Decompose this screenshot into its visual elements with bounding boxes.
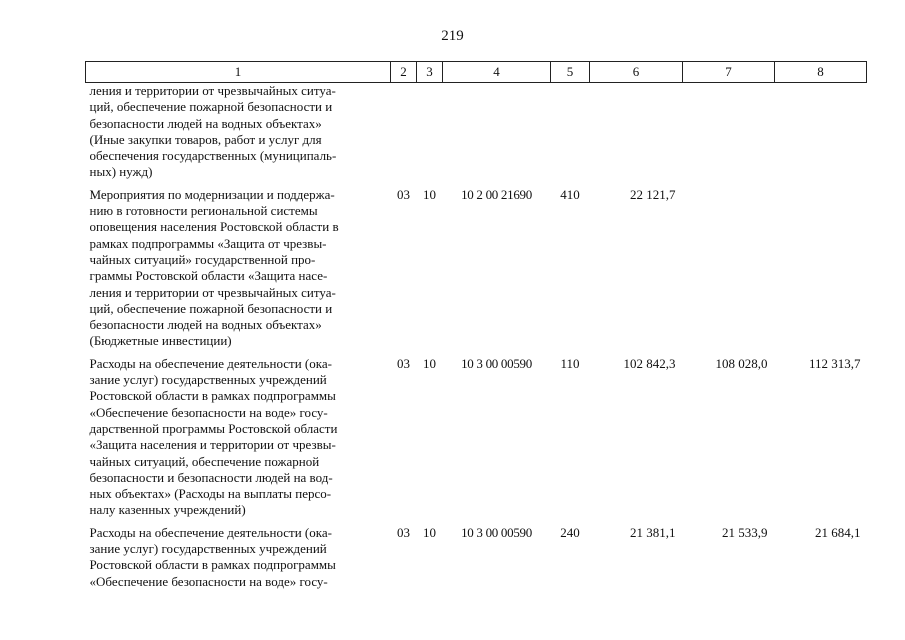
- cell-pr: [417, 83, 443, 187]
- row-description: [86, 83, 391, 187]
- cell-vr: 240: [560, 524, 580, 540]
- cell-amount-year3: 112 313,7: [808, 355, 861, 371]
- table-row: [86, 187, 867, 356]
- description-line: зание услуг) государственных учреждений: [89, 372, 327, 388]
- cell-amount-year2: 108 028,0: [715, 355, 768, 371]
- cell-csr: 10 2 00 21690: [461, 186, 532, 202]
- description-line: нию в готовности региональной системы: [89, 203, 318, 219]
- cell-amount-year3: [775, 187, 867, 356]
- cell-amount-year1: 22 121,7: [630, 186, 676, 202]
- budget-table: [85, 61, 867, 596]
- description-line: «Обеспечение безопасности на воде» госу-: [89, 404, 328, 420]
- description-line: «Защита населения и территории от чрезвы-: [89, 437, 336, 453]
- cell-rz: 03: [397, 355, 410, 371]
- cell-vr: [551, 83, 590, 187]
- header-col-8: 8: [775, 62, 867, 83]
- row-description: [86, 187, 391, 356]
- cell-amount-year3: [775, 83, 867, 187]
- header-col-4: 4: [443, 62, 551, 83]
- cell-vr: 410: [560, 186, 580, 202]
- header-col-1: 1: [86, 62, 391, 83]
- description-line: (Бюджетные инвестиции): [89, 333, 232, 349]
- description-line: рамках подпрограммы «Защита от чрезвы-: [89, 235, 327, 251]
- cell-amount-year2: [683, 187, 775, 356]
- cell-amount-year2: [683, 83, 775, 187]
- description-line: зание услуг) государственных учреждений: [89, 541, 327, 557]
- cell-pr: 10: [423, 186, 436, 202]
- description-line: налу казенных учреждений): [89, 502, 246, 518]
- description-line: «Обеспечение безопасности на воде» госу-: [89, 573, 328, 589]
- table-row: [86, 83, 867, 187]
- description-line: ления и территории от чрезвычайных ситуа-: [89, 83, 336, 98]
- description-line: безопасности людей на водных объектах»: [89, 115, 322, 131]
- description-line: ций, обеспечение пожарной безопасности и: [89, 99, 333, 115]
- description-line: граммы Ростовской области «Защита насе-: [89, 268, 328, 284]
- cell-csr: [443, 83, 551, 187]
- cell-rz: [391, 83, 417, 187]
- table-row: [86, 356, 867, 525]
- description-line: (Иные закупки товаров, работ и услуг для: [89, 131, 322, 147]
- cell-pr: 10: [423, 524, 436, 540]
- description-line: безопасности людей на водных объектах»: [89, 317, 322, 333]
- table-header-row: [86, 62, 867, 83]
- header-col-2: 2: [391, 62, 417, 83]
- description-line: чайных ситуаций» государственной про-: [89, 251, 316, 267]
- description-line: ных) нужд): [89, 164, 153, 180]
- cell-amount-year2: 21 533,9: [722, 524, 768, 540]
- cell-csr: 10 3 00 00590: [461, 524, 532, 540]
- row-description: [86, 356, 391, 525]
- description-line: безопасности и безопасности людей на вод-: [89, 469, 333, 485]
- description-line: ций, обеспечение пожарной безопасности и: [89, 300, 333, 316]
- header-col-5: 5: [551, 62, 590, 83]
- description-line: ных объектах» (Расходы на выплаты персо-: [89, 486, 332, 502]
- table-row: [86, 525, 867, 596]
- description-line: Расходы на обеспечение деятельности (ока-: [89, 355, 332, 371]
- cell-pr: 10: [423, 355, 436, 371]
- cell-rz: 03: [397, 524, 410, 540]
- description-line: Мероприятия по модернизации и поддержа-: [89, 186, 335, 202]
- description-line: ления и территории от чрезвычайных ситуа-: [89, 284, 336, 300]
- cell-amount-year1: [590, 83, 683, 187]
- description-line: чайных ситуаций, обеспечение пожарной: [89, 453, 320, 469]
- cell-csr: 10 3 00 00590: [461, 355, 532, 371]
- row-description: [86, 525, 391, 596]
- header-col-3: 3: [417, 62, 443, 83]
- description-line: Ростовской области в рамках подпрограммы: [89, 557, 336, 573]
- description-line: обеспечения государственных (муниципаль-: [89, 148, 337, 164]
- description-line: Ростовской области в рамках подпрограммы: [89, 388, 336, 404]
- cell-rz: 03: [397, 186, 410, 202]
- cell-vr: 110: [560, 355, 580, 371]
- cell-amount-year1: 21 381,1: [630, 524, 676, 540]
- description-line: Расходы на обеспечение деятельности (ока-: [89, 524, 332, 540]
- cell-amount-year1: 102 842,3: [623, 355, 676, 371]
- page-number: 219: [441, 28, 464, 44]
- header-col-7: 7: [683, 62, 775, 83]
- header-col-6: 6: [590, 62, 683, 83]
- cell-amount-year3: 21 684,1: [815, 524, 861, 540]
- description-line: дарственной программы Ростовской области: [89, 420, 338, 436]
- description-line: оповещения населения Ростовской области в: [89, 219, 339, 235]
